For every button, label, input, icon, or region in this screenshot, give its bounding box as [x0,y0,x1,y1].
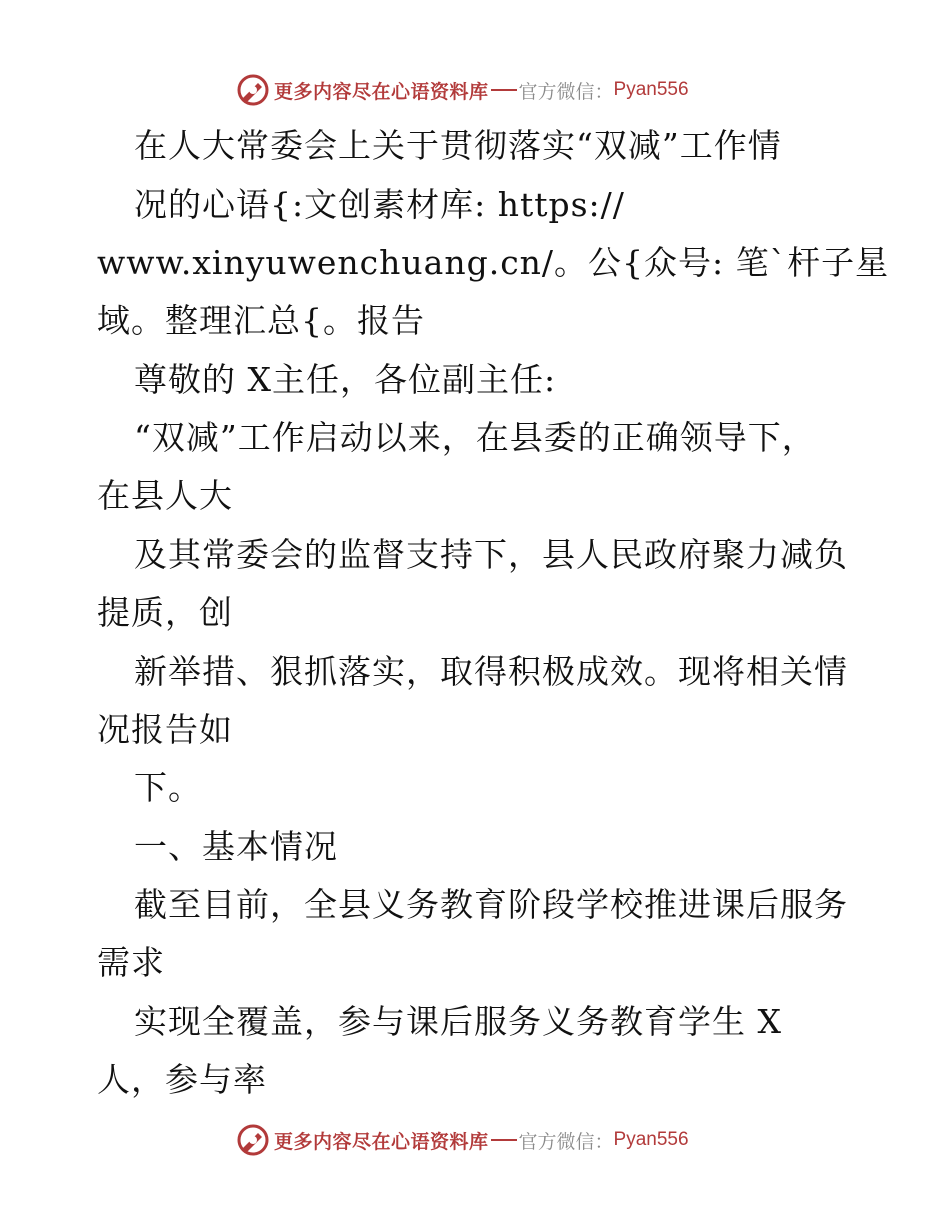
doc-line: 人，参与率 [97,1060,267,1099]
watermark-account-id: Pyan556 [613,79,689,100]
watermark-promo-text: 更多内容尽在心语资料库 [274,80,489,103]
watermark-account-label: 官方微信： [518,1130,614,1153]
watermark-account-label: 官方微信： [518,80,614,103]
section-heading: 一、基本情况 [134,827,338,866]
pen-logo-icon [236,1123,270,1157]
watermark-dash [491,1139,517,1141]
doc-line: 况报告如 [97,710,233,749]
doc-line: 在县人大 [97,476,233,515]
doc-line: 实现全覆盖，参与课后服务义务教育学生 X [134,1002,782,1041]
doc-line: 提质，创 [97,593,233,632]
doc-line: 尊敬的 X主任，各位副主任: [134,360,557,399]
doc-line: 下。 [134,768,202,807]
doc-line: 截至目前，全县义务教育阶段学校推进课后服务 [134,885,848,924]
doc-line: “双减”工作启动以来，在县委的正确领导下， [134,418,816,457]
doc-line: 域。整理汇总{。报告 [97,301,425,340]
watermark-banner-bottom [236,1122,689,1158]
watermark-promo-text: 更多内容尽在心语资料库 [274,1130,489,1153]
doc-line: 及其常委会的监督支持下，县人民政府聚力减负 [134,535,848,574]
watermark-banner-top [236,72,689,108]
watermark-account-id: Pyan556 [613,1129,689,1150]
doc-line: 需求 [97,943,165,982]
doc-line: 新举措、狠抓落实，取得积极成效。现将相关情 [134,652,848,691]
doc-line: 在人大常委会上关于贯彻落实“双减”工作情 [134,126,782,165]
watermark-dash [491,89,517,91]
pen-logo-icon [236,73,270,107]
doc-line: 况的心语{:文创素材库: https:// [134,185,625,224]
doc-line: www.xinyuwenchuang.cn/。公{众号: 笔`杆子星 [97,243,890,282]
